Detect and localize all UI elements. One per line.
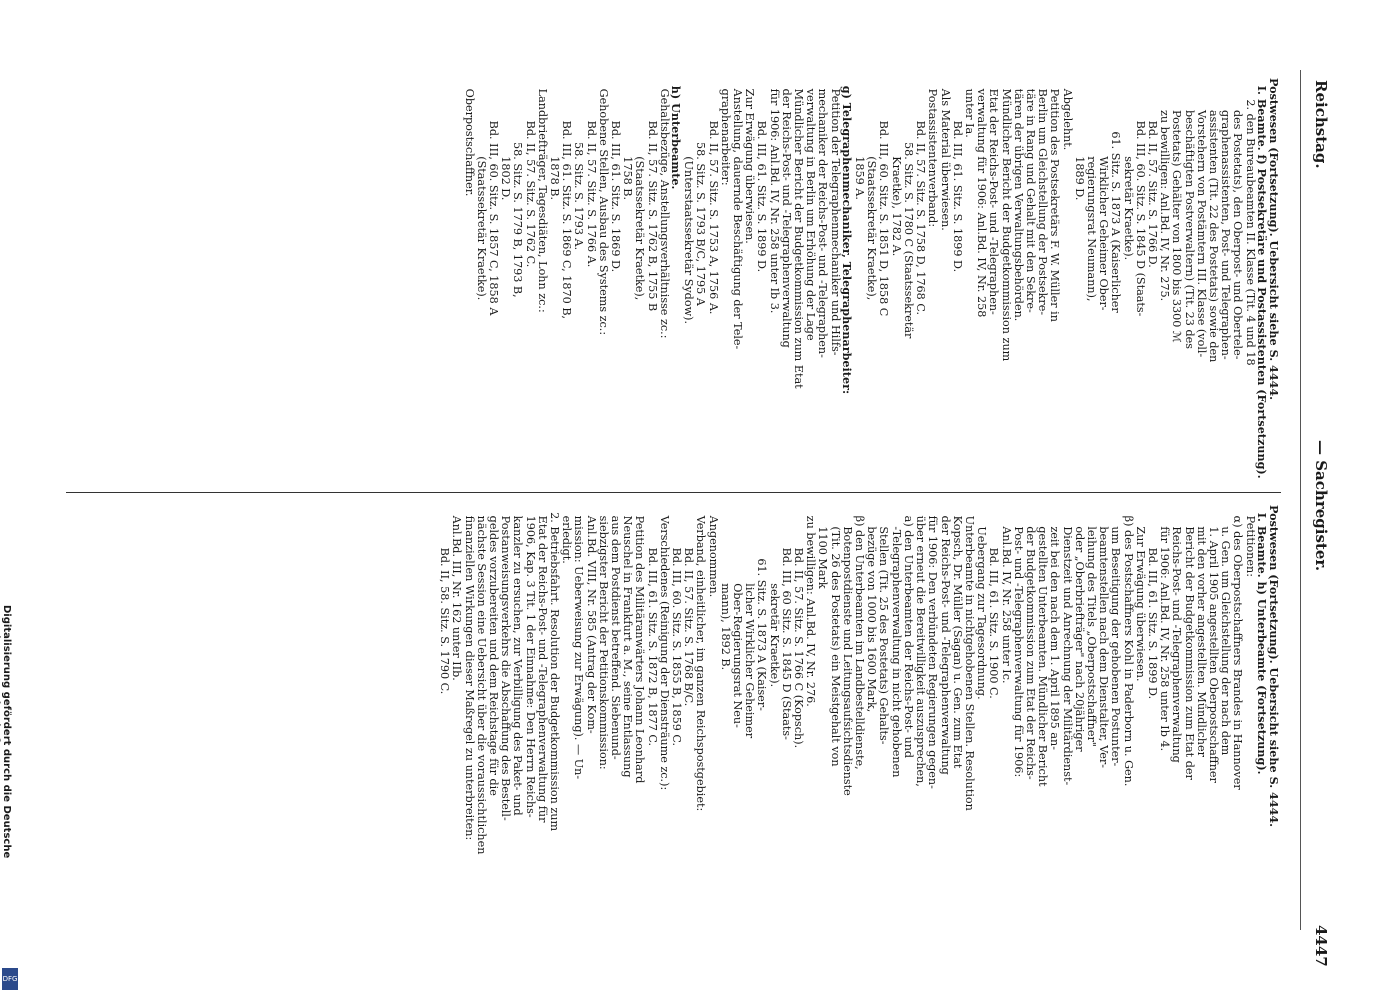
index-line: graphenarbeiter: <box>718 78 732 186</box>
index-line: verwaltung für 1906: Anl.Bd. IV, Nr. 258 <box>975 78 989 318</box>
index-line: Anstellung, dauernde Beschäftigung der Tele- <box>731 78 745 350</box>
index-line: Etat der Reichs-Post- und -Telegraphen- <box>987 78 1001 315</box>
index-line: 58. Sitz. S. 1793 B/C, 1795 A <box>694 78 708 306</box>
index-line: Zur Erwägung überwiesen. <box>1133 505 1147 682</box>
index-line: Postwesen (Fortsetzung). Uebersicht siehe S. 4444. <box>1267 505 1281 828</box>
index-line: Landbriefträger, Tagesdiäten, Lohn zc.: <box>535 78 549 313</box>
index-line: Mündlicher Bericht der Budgetkommission zum Etat <box>792 78 806 389</box>
index-line: 1100 Mark <box>816 505 830 589</box>
index-line: siebzigster Bericht der Petitionskommission: <box>596 505 610 770</box>
index-line: Kraetke), 1782 A. <box>889 78 903 257</box>
index-line: der Reichs-Post- und -Telegraphenverwaltung <box>779 78 793 348</box>
index-line: Neuschel in Frankfurt a. M., seine Entlassung <box>621 505 635 778</box>
index-line: mann), 1892 B. <box>718 505 732 671</box>
index-line: für 1906: Anl.Bd. IV, Nr. 258 unter Ib 4. <box>1158 505 1172 752</box>
index-line: regierungsrat Neumann), <box>1084 78 1098 302</box>
index-line: Anl.Bd. III, Nr. 162 unter IIb. <box>450 505 464 681</box>
index-line: unter Ia. <box>962 78 976 138</box>
index-line: Bd. II, 58. Sitz. S. 1790 C. <box>438 505 452 695</box>
digitization-footer <box>0 605 12 995</box>
index-line: für 1906: Anl.Bd. IV, Nr. 258 unter Ib 3. <box>767 78 781 314</box>
index-line: Ober-Regierungsrat Neu- <box>731 505 745 728</box>
index-line: beamtenstellen nach dem Dienstalter, Ver- <box>1097 505 1111 768</box>
index-line: Petition der Telegraphenmechaniker und Hilfs- <box>828 78 842 356</box>
index-line: Uebergang zur Tagesordnung. <box>975 505 989 700</box>
index-line: bezüge von 1000 bis 1600 Mark, <box>865 505 879 713</box>
index-line: leihung des Titels „Oberpostschaffner" <box>1084 505 1098 747</box>
column-right <box>60 505 1280 935</box>
index-line: (Tit. 26 des Postetats) ein Meistgehalt von <box>828 505 842 767</box>
index-line: Post- und -Telegraphenverwaltung für 1906: <box>1011 505 1025 778</box>
index-line: Bd. III, 61. Sitz. S. 1899 D. <box>1145 505 1159 700</box>
index-line: 1802 D. <box>499 78 513 201</box>
index-line: Oberpostschaffner. <box>462 78 476 197</box>
index-line: α) des Oberpostschaffners Brandes in Hannover <box>1231 505 1245 790</box>
footer-text: Digitalisierung gefördert durch die Deutsche <box>1 605 12 859</box>
index-line: Bd. II, 57. Sitz. S. 1758 D, 1768 C. <box>914 78 928 316</box>
index-line: 58. Sitz. S. 1780 C (Staatssekretär <box>901 78 915 339</box>
index-line: licher Wirklicher Geheimer <box>743 505 757 739</box>
index-line: Reichs-Post- und -Telegraphenverwaltung <box>1170 505 1184 763</box>
column-left <box>60 78 1280 488</box>
index-line: β) den Unterbeamten im Landbestelldienste, <box>853 505 867 770</box>
index-line: 58. Sitz. S. 1779 B, 1793 B, <box>511 78 525 298</box>
index-line: Gehaltsbezüge, Anstellungsverhältnisse zc.: <box>657 78 671 339</box>
index-line: (Staatssekretär Kraetke), <box>865 78 879 301</box>
header-left: Reichstag. <box>1312 80 1330 169</box>
index-line: des Postetats), den Oberpost- und Obertele- <box>1231 78 1245 360</box>
index-line: (Unterstaatssekretär Sydow). <box>682 78 696 325</box>
index-line: Abgelehnt. <box>1060 78 1074 151</box>
index-line: sekretär Kraetke). <box>1121 78 1135 261</box>
index-line: a) den Unterbeamten der Reichs-Post- und <box>901 505 915 759</box>
column-divider <box>66 492 1281 493</box>
index-line: Zur Erwägung überwiesen. <box>743 78 757 244</box>
index-line: 1878 B. <box>548 78 562 201</box>
index-line: Petitionen: <box>1243 505 1257 577</box>
index-line: mission: Ueberweisung zur Erwägung). — Un- <box>572 505 586 780</box>
index-line: Vorstehern von Postämtern III. Klasse (voll- <box>1194 78 1208 358</box>
index-line: 61. Sitz. S. 1873 A (Kaiserlicher <box>1109 78 1123 313</box>
index-line: Bd. III, 61. Sitz. S. 1869 D. <box>609 78 623 273</box>
index-line: 2. den Bureaubeamten II. Klasse (Tit. 4 und 18 <box>1243 78 1257 366</box>
index-line: Bd. II, 57. Sitz. S. 1753 A, 1756 A. <box>706 78 720 315</box>
index-line: zu bewilligen: Anl.Bd. IV, Nr. 275. <box>1158 78 1172 302</box>
index-line: Bd. III, 60 Sitz. S. 1845 D (Staats- <box>779 505 793 740</box>
index-line: Dienstzeit und Anrechnung der Militärdienst- <box>1060 505 1074 786</box>
index-line: g) Telegraphenmechaniker, Telegraphenarbeiter: <box>839 78 854 395</box>
index-line: beschäftigten Postverwaltern) (Tit. 23 des <box>1182 78 1196 350</box>
index-line: tären der übrigen Verwaltungsbehörden. <box>1011 78 1025 322</box>
index-line: Bd. III, 61. Sitz. S. 1872 B, 1877 C. <box>645 505 659 747</box>
index-line: oder „Oberbriefträger" nach 20jähriger <box>1072 505 1086 752</box>
index-line: Bd. II, 57. Sitz. S. 1762 C. <box>523 78 537 268</box>
index-line: Berlin um Gleichstellung der Postsekre- <box>1036 78 1050 316</box>
index-line: Bd. II, 57. Sitz. S. 1766 D. <box>1145 78 1159 268</box>
page-number: 4447 <box>1312 925 1330 967</box>
index-line: 1859 A. <box>853 78 867 200</box>
index-line: Postanweisungsverkehrs die Abschaffung des Bestell- <box>499 505 513 821</box>
index-line: Petition des Postsekretärs F. W. Müller in <box>1048 78 1062 322</box>
header-rule <box>1300 70 1301 930</box>
index-line: 1906, Kap. 3 Tit. 1 der Einnahme: Den Herrn Reichs- <box>523 505 537 818</box>
index-line: Bd. II, 57. Sitz. S. 1766 C (Kopsch). <box>792 505 806 749</box>
index-line: Gehobene Stellen, Ausbau des Systems zc.: <box>596 78 610 336</box>
index-line: Postwesen (Fortsetzung). Uebersicht siehe S. 4444. <box>1267 78 1281 401</box>
index-line: sekretär Kraetke). <box>767 505 781 688</box>
index-line: Als Material überwiesen. <box>938 78 952 231</box>
index-line: β) des Postschaffners Kohl in Paderborn u. Gen. <box>1121 505 1135 787</box>
index-line: Botenpostdienste und Leitungsaufsichtsdienste <box>840 505 854 796</box>
index-line: 1. April 1905 angestellten Oberpostschaffner <box>1206 505 1220 783</box>
index-line: Wirklicher Geheimer Ober- <box>1097 78 1111 311</box>
index-line: 1758 B. <box>621 78 635 201</box>
index-line: Postetats) Gehälter von 1800 bis 3300 ℳ <box>1170 78 1184 343</box>
index-line: Mündlicher Bericht der Budgetkommission zum <box>999 78 1013 362</box>
index-line: -Telegraphenverwaltung in nicht gehobenen <box>889 505 903 778</box>
index-line: Bd. III, 61. Sitz. S. 1899 D. <box>755 78 769 273</box>
index-line: um Beseitigung der gehobenen Postunter- <box>1109 505 1123 767</box>
index-line: Anl.Bd. VIII, Nr. 585 (Antrag der Kom- <box>584 505 598 734</box>
index-line: kanzler zu ersuchen, zur Verbilligung des Paket- und <box>511 505 525 816</box>
index-line: Bd. II, 57. Sitz. S. 1766 A. <box>584 78 598 268</box>
page-header <box>1310 80 1330 980</box>
index-line: Etat der Reichs-Post- und -Telegraphenverwaltung für <box>535 505 549 823</box>
index-line: Angenommen. <box>706 505 720 598</box>
index-line: (Staatssekretär Kraetke), <box>633 78 647 301</box>
index-line: für 1906: Den verbündeten Regierungen gegen- <box>926 505 940 789</box>
index-line: 58. Sitz. S. 1793 A. <box>572 78 586 251</box>
index-line: u. Gen. um Gleichstellung der nach dem <box>1219 505 1233 756</box>
index-line: assistenten (Tit. 22 des Postetats) sowie den <box>1206 78 1220 363</box>
index-line: zeit bei den nach dem 1. April 1895 an- <box>1048 505 1062 751</box>
index-line: Unterbeamte in nichtgehobenen Stellen. Resolution <box>962 505 976 811</box>
index-line: Bd. III, 60. Sitz. S. 1845 D (Staats- <box>1133 78 1147 317</box>
index-line: finanziellen Wirkungen dieser Maßregel zu unterbreiten: <box>462 505 476 841</box>
index-line: mit den vorher angestellten. Mündlicher <box>1194 505 1208 757</box>
index-line: graphenassistenten, Post- und Telegraphen- <box>1219 78 1233 360</box>
index-line: Bd. III, 61. Sitz. S. 1899 D. <box>950 78 964 273</box>
index-line: h) Unterbeamte. <box>669 78 684 190</box>
index-line: verwaltung in Berlin um Erhöhung der Lage <box>804 78 818 341</box>
index-line: Bd. II, 57. Sitz. S. 1762 B, 1755 B <box>645 78 659 312</box>
index-line: Postassistentenverband: <box>926 78 940 228</box>
index-line: Bd. II, 57. Sitz. S. 1768 B/C. <box>682 505 696 707</box>
index-line: Kopsch, Dr. Müller (Sagan) u. Gen. zum Etat <box>950 505 964 769</box>
index-line: Bd. III, 60. Sitz. S. 1851 D, 1858 C <box>877 78 891 317</box>
header-center: — Sachregister. <box>1312 440 1330 572</box>
index-line: I. Beamte. h) Unterbeamte (Fortsetzung). <box>1254 505 1269 775</box>
index-line: nächste Session eine Uebersicht über die voraussichtlichen <box>474 505 488 855</box>
index-line: Anl.Bd. IV, Nr. 258 unter Ic. <box>999 505 1013 684</box>
index-line: (Staatssekretär Kraetke). <box>474 78 488 301</box>
index-line: I. Beamte. f) Postsekretäre und Postassistenten (Fortsetzung). <box>1254 78 1269 479</box>
index-line: aus dem Postdienst betreffend. Siebenund- <box>609 505 623 760</box>
index-line: geldes vorzubereiten und dem Reichstage für die <box>487 505 500 796</box>
index-line: Bericht der Budgetkommission zum Etat der <box>1182 505 1196 780</box>
index-line: Bd. III, 61. Sitz. S. 1900 C. <box>987 505 1001 699</box>
index-line: Verband, einheitlicher, im ganzen Reichspostgebiet: <box>694 505 708 812</box>
index-line: erledigt. <box>560 505 574 564</box>
index-line: 2. Betriebsfahrt. Resolution der Budgetkommission zum <box>548 505 562 832</box>
index-line: der Reichs-Post- und -Telegraphenverwaltung <box>938 505 952 775</box>
index-line: 1889 D. <box>1072 78 1086 201</box>
index-line: Petition des Militäranwärters Johann Leonhard <box>633 505 647 784</box>
index-line: Stellen (Tit. 25 des Postetats) Gehalts- <box>877 505 891 745</box>
index-line: Bd. III, 60. Sitz. S. 1855 B, 1859 C. <box>670 505 684 747</box>
index-line: täre in Rang und Gehalt mit den Sekre- <box>1023 78 1037 313</box>
index-line: zu bewilligen: Anl.Bd. IV, Nr. 276. <box>804 505 818 707</box>
index-line: Bd. III, 61. Sitz. S. 1869 C, 1870 B, <box>560 78 574 320</box>
index-line: über erneut die Bereitwilligkeit auszusprechen, <box>914 505 928 787</box>
index-line: 61. Sitz. S. 1873 A (Kaiser- <box>755 505 769 711</box>
index-line: Bd. III, 60. Sitz. S. 1857 C, 1858 A <box>487 78 500 316</box>
index-line: Verschiedenes (Reinigung der Diensträume zc.): <box>657 505 671 791</box>
index-line: gestellten Unterbeamten. Mündlicher Bericht <box>1036 505 1050 787</box>
index-line: der Budgetkommission zum Etat der Reichs- <box>1023 505 1037 780</box>
index-line: mechaniker der Reichs-Post- und -Telegraphen- <box>816 78 830 358</box>
dfg-logo: DFG <box>2 968 18 990</box>
